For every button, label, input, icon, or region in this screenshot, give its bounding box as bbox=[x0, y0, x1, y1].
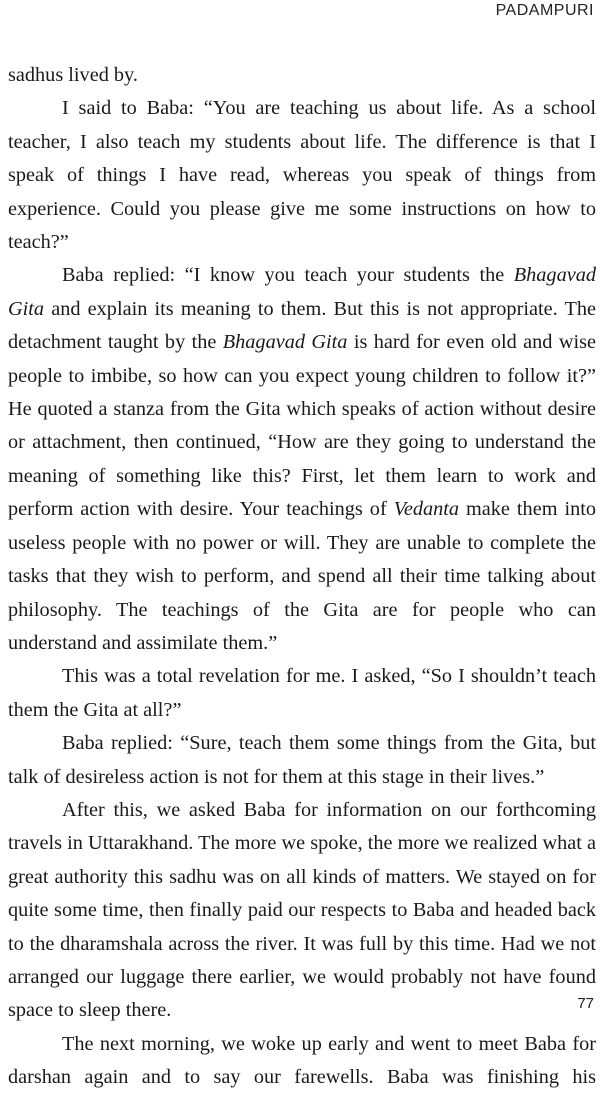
body-text bbox=[8, 59, 596, 1095]
italic-title: Vedanta bbox=[393, 498, 460, 521]
page-number: 77 bbox=[577, 995, 594, 1012]
paragraph bbox=[8, 59, 596, 92]
paragraph bbox=[8, 92, 596, 259]
running-head: PADAMPURI bbox=[495, 2, 594, 19]
text-run: The next morning, we woke up early and went to meet Baba for darshan again and to say our farewells. Baba was finishing his bbox=[8, 1032, 596, 1089]
text-run: I said to Baba: “You are teaching us about life. As a school teacher, I also teach my students about life. The difference is that I speak of things I have read, whereas you speak of things from experience. Could you please give me some instructions on how to teach?” bbox=[8, 97, 596, 254]
paragraph bbox=[8, 259, 596, 660]
italic-title: Bhagavad Gita bbox=[8, 264, 596, 320]
text-run: This was a total revelation for me. I asked, “So I shouldn’t teach them the Gita at all?” bbox=[8, 665, 596, 721]
paragraph bbox=[8, 727, 596, 794]
paragraph bbox=[8, 794, 596, 1028]
paragraph bbox=[8, 660, 596, 727]
text-run: Baba replied: “I know you teach your students the bbox=[62, 264, 514, 287]
italic-title: Bhagavad Gita bbox=[222, 331, 348, 354]
text-run: make them into useless people with no power or will. They are unable to complete the tasks that they wish to perform, and spend all their time talking about philosophy. The teachings of the Gita are for people who can understand and assimilate them.” bbox=[8, 498, 596, 654]
text-run: sadhus lived by. bbox=[8, 64, 138, 86]
text-run: is hard for even old and wise people to imbibe, so how can you expect young children to follow it?” He quoted a stanza from the Gita which speaks of action without desire or attachment, then continued, “How are they going to understand the meaning of something like this? First, let them learn to work and perform action with desire. Your teachings of bbox=[8, 331, 596, 521]
text-run: Baba replied: “Sure, teach them some things from the Gita, but talk of desireless action is not for them at this stage in their lives.” bbox=[8, 732, 596, 788]
text-run: After this, we asked Baba for information on our forthcoming travels in Uttarakhand. The more we spoke, the more we realized what a great authority this sadhu was on all kinds of matters. We stayed on for quite some time, then finally paid our respects to Baba and headed back to the dharamshala across the river. It was full by this time. Had we not arranged our luggage there earlier, we would probably not have found space to sleep there. bbox=[8, 798, 596, 1022]
text-run: and explain its meaning to them. But this is not appropriate. The detachment taught by the bbox=[8, 297, 596, 354]
paragraph bbox=[8, 1028, 596, 1095]
